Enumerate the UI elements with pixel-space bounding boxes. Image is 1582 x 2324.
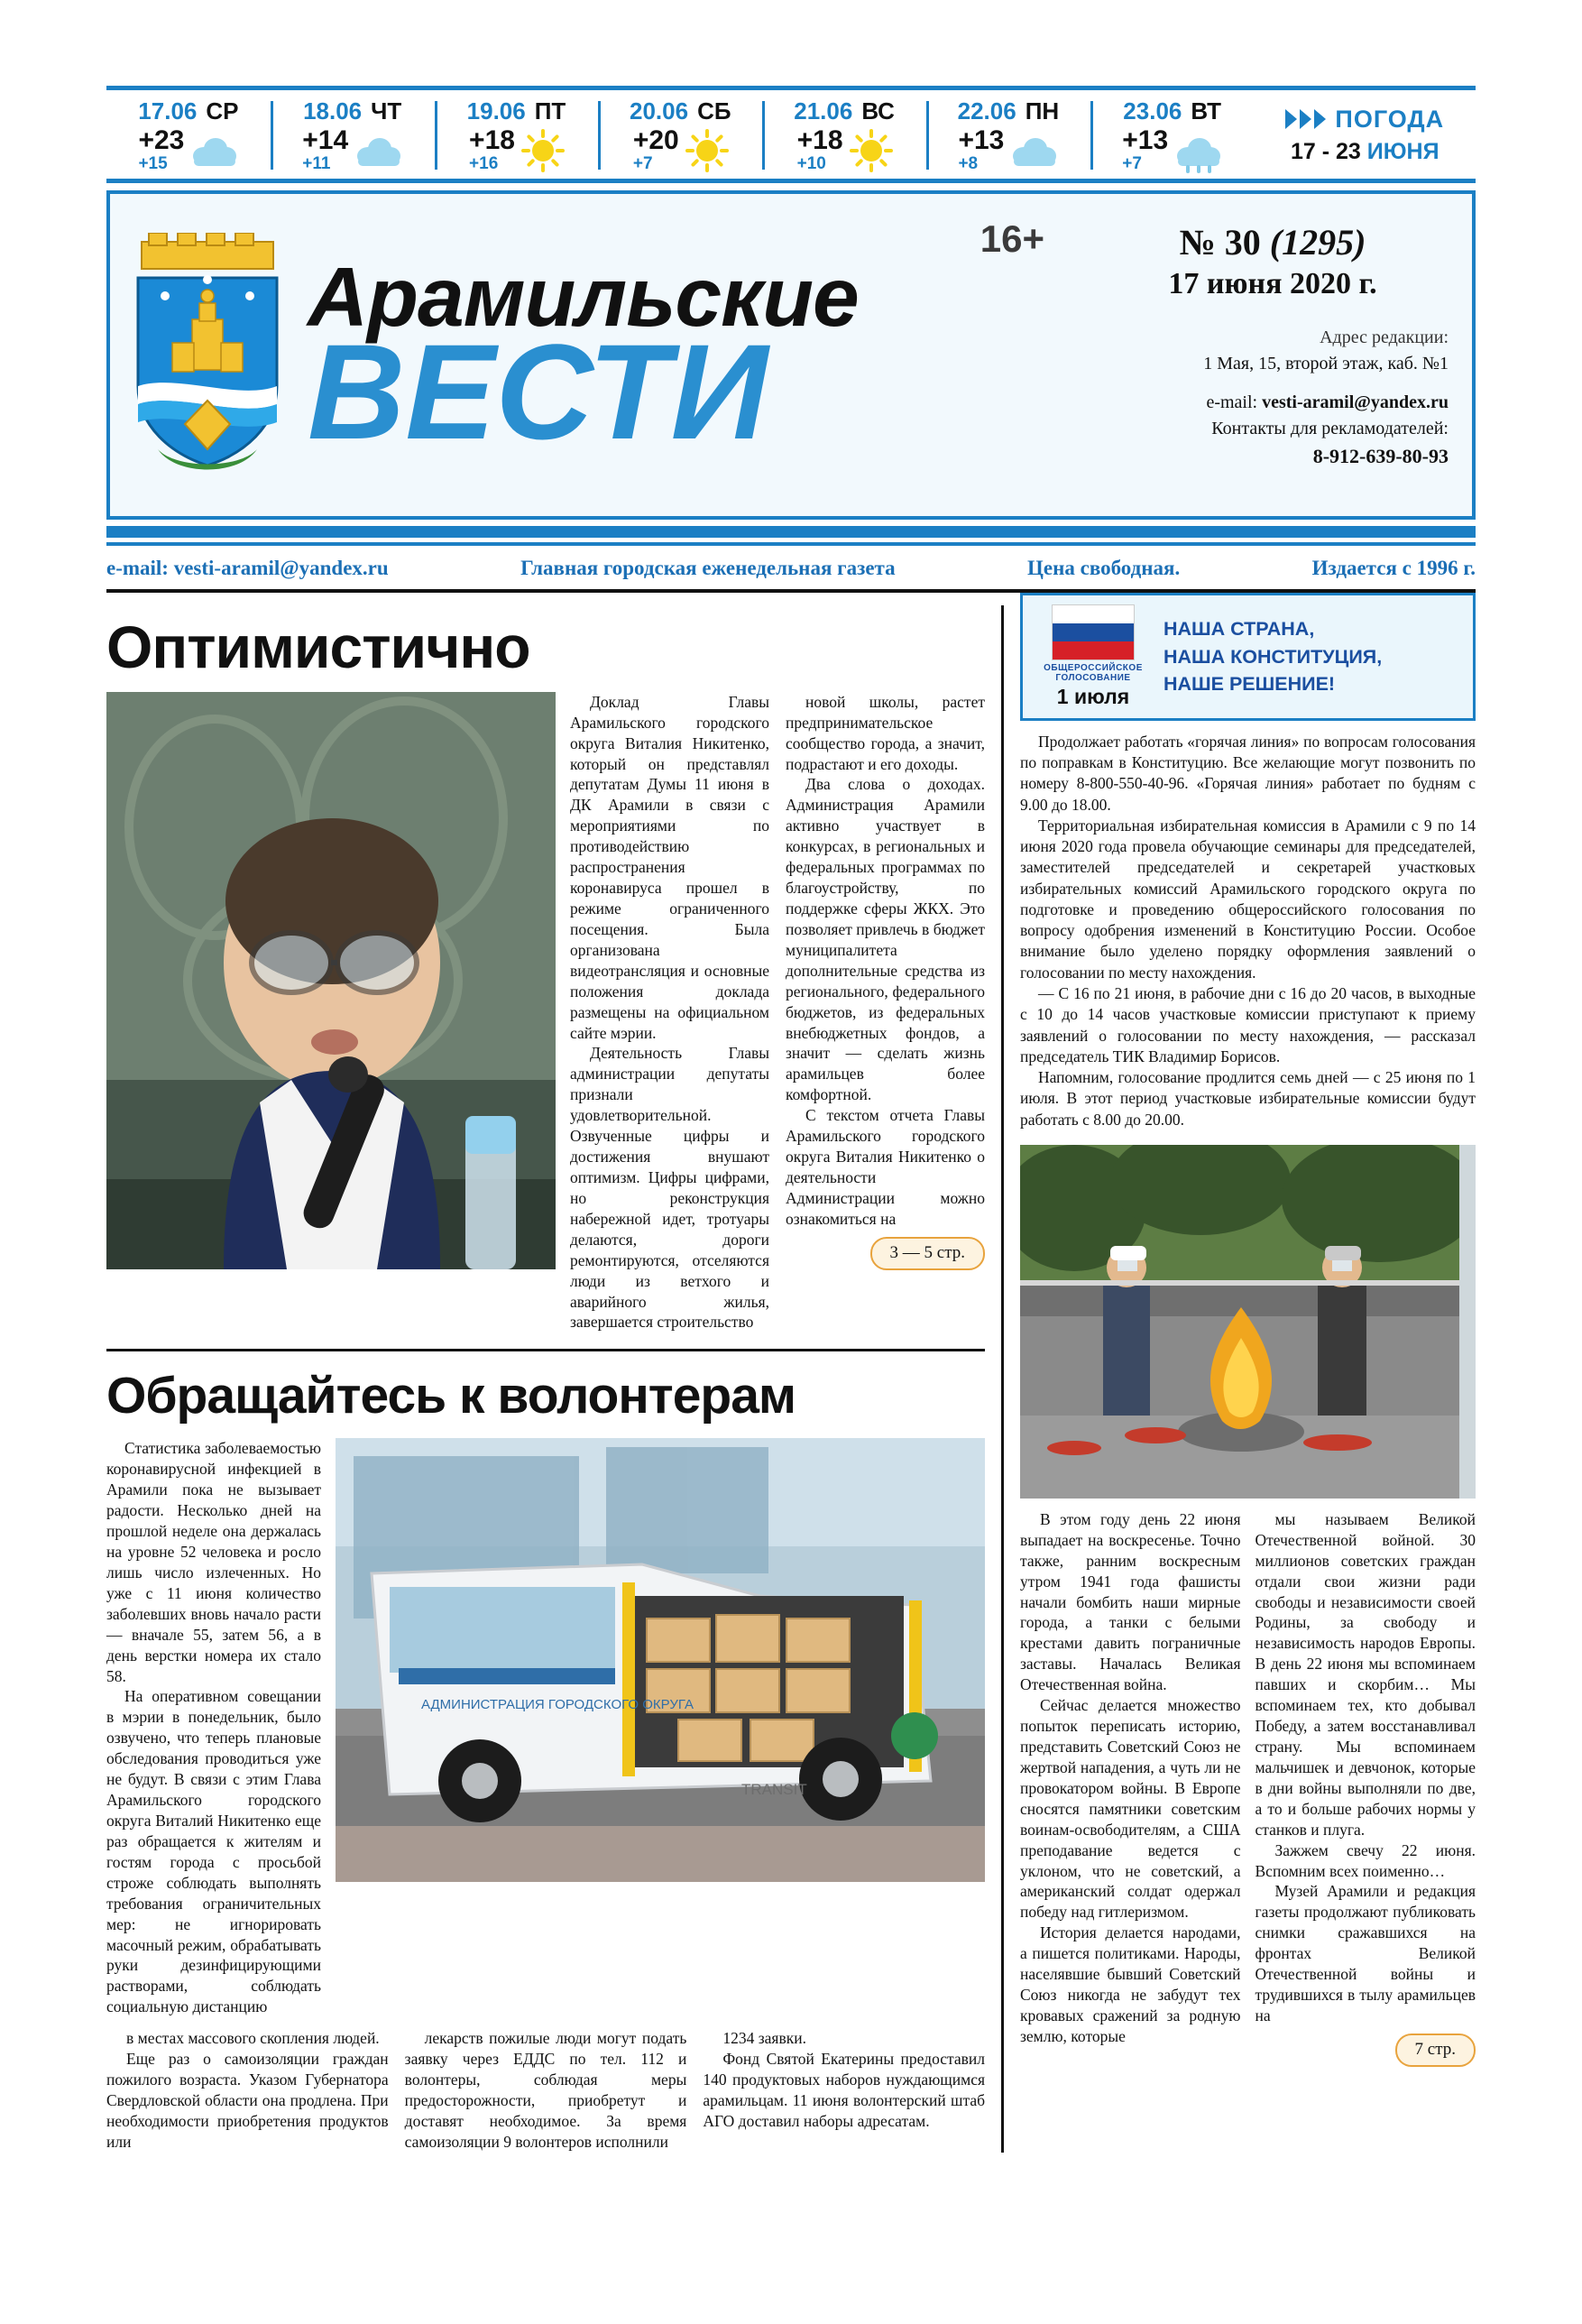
weather-max: +23 xyxy=(138,125,185,155)
weather-max: +13 xyxy=(958,125,1005,155)
paragraph: мы называем Великой Отечественной войной. 30 миллионов советских граждан отдали свои жизни ради свободы и независимости своей Родины, за свободу и независимость народов Европы. В день 22 июня мы вспоминаем павших и скорбим… Мы вспоминаем тех, кто добывал Победу, а затем восстанавливал страну. Мы вспоминаем мальчишек и девчонок, которые в дни войны выполняли по две, а то и больше рабочих нормы у станков и плуга. xyxy=(1255,1509,1476,1839)
title-line-2: ВЕСТИ xyxy=(308,315,768,467)
vote-logo-caption: ОБЩЕРОССИЙСКОЕ ГОЛОСОВАНИЕ xyxy=(1044,662,1143,683)
address-label: Адрес редакции: xyxy=(1320,327,1449,347)
email-label: e-mail: xyxy=(1206,392,1258,412)
page-reference-badge[interactable]: 3 — 5 стр. xyxy=(870,1237,985,1270)
vote-logo xyxy=(1034,604,1153,709)
weather-range-number: 17 - 23 xyxy=(1291,138,1361,164)
paragraph: Музей Арамили и редакция газеты продолжают публиковать снимки сражавшихся на фронтах Великой Отечественной войны и трудившихся в тылу арамильцев на xyxy=(1255,1882,1476,2024)
weather-max: +13 xyxy=(1122,125,1169,155)
age-rating-badge: 16+ xyxy=(980,217,1044,260)
sun-icon xyxy=(686,130,728,171)
tagline-bar xyxy=(106,557,1476,580)
slogan-line-2: НАША КОНСТИТУЦИЯ, xyxy=(1164,645,1383,668)
address-value: 1 Мая, 15, второй этаж, каб. №1 xyxy=(1203,353,1449,374)
paragraph: В этом году день 22 июня выпадает на воскресенье. Точно также, ранним воскресным утром 1941 года фашисты начали бомбить наши мирные города, а танки с белыми крестами давить пограничные заставы. Началась Великая Отечественная война. xyxy=(1020,1509,1241,1694)
weather-max: +18 xyxy=(796,125,843,155)
weather-day xyxy=(762,96,926,175)
weather-day xyxy=(435,96,599,175)
cloud-icon xyxy=(1011,133,1058,169)
weather-days xyxy=(106,96,1476,175)
paragraph: в местах массового скопления людей. xyxy=(126,2029,380,2048)
paragraph: Напомним, голосование продлится семь дней — с 25 июня по 1 июля. В этот период участковые избирательные комиссии будут работать с 8.00 до 20.00. xyxy=(1020,1068,1476,1129)
cloud-icon xyxy=(191,133,238,169)
weather-date: 19.06 xyxy=(466,97,526,124)
weather-max: +18 xyxy=(469,125,515,155)
lead-col-2 xyxy=(786,692,985,1333)
weather-weekday: ПН xyxy=(1025,97,1060,124)
issue-number-paren: (1295) xyxy=(1269,221,1366,263)
weather-min: +11 xyxy=(302,154,331,173)
weather-bar xyxy=(106,86,1476,183)
weather-date: 18.06 xyxy=(303,97,363,124)
weather-weekday: ЧТ xyxy=(371,97,402,124)
ads-label: Контакты для рекламодателей: xyxy=(1211,418,1449,438)
issue-date: 17 июня 2020 г. xyxy=(1168,266,1377,300)
cloud-icon xyxy=(355,133,402,169)
weather-day xyxy=(598,96,762,175)
memorial-col-1 xyxy=(1020,1509,1241,2067)
constitution-vote-promo[interactable] xyxy=(1020,593,1476,721)
lead-article xyxy=(106,692,985,1333)
svg-text:АДМИНИСТРАЦИЯ ГОРОДСКОГО ОКРУГ: АДМИНИСТРАЦИЯ ГОРОДСКОГО ОКРУГА xyxy=(421,1697,694,1713)
volunteer-article-bottom xyxy=(106,2028,985,2153)
secondary-headline: Обращайтесь к волонтерам xyxy=(106,1367,796,1425)
page-reference-badge[interactable]: 7 стр. xyxy=(1395,2034,1476,2067)
russian-flag-icon xyxy=(1052,604,1135,660)
weather-day xyxy=(106,96,271,175)
paragraph: Два слова о доходах. Администрация Арамили активно участвует в конкурсах, в региональных и федеральных программах по благоустройству, по поддержке сферы ЖКХ. Это позволяет привлечь в бюджет муниципалитета дополнительные средства из регионального, федерального бюджетов, из федеральных внебюджетных фондов, а значит — сделать жизнь арамильцев более комфортной. xyxy=(786,775,985,1104)
paragraph: Продолжает работать «горячая линия» по вопросам голосования по поправкам в Конституцию. Все желающие могут позвонить по номеру 8-800-550-40-96. «Горячая линия» работает по будням с 9.00 до 18.00. xyxy=(1020,732,1476,814)
masthead xyxy=(106,190,1476,520)
lead-article-text xyxy=(570,692,985,1333)
weather-min: +16 xyxy=(469,154,499,173)
weather-max: +14 xyxy=(302,125,349,155)
paragraph: На оперативном совещании в мэрии в понедельник, было озвучено, что теперь плановые обследования проводиться уже не будут. В связи с этим Глава Арамильского городского округа Виталий Никитенко еще раз обращается к жителям и гостям города с просьбой строже соблюдать выполнять требования ограничительных мер: не игнорировать масочный режим, обрабатывать руки дезинфицирующими растворами, соблюдать социальную дистанцию xyxy=(106,1687,321,2016)
title-line-1: Арамильские xyxy=(308,249,859,344)
paragraph: Фонд Святой Екатерины предоставил 140 продуктовых наборов нуждающимся арамильцам. 11 июня волонтерский штаб АГО доставил наборы адресатам. xyxy=(703,2050,986,2130)
issue-number: № 30 xyxy=(1179,221,1261,263)
paragraph: новой школы, растет предпринимательское сообщество города, а значит, подрастают и его доходы. xyxy=(786,692,985,773)
weather-weekday: ПТ xyxy=(534,97,566,124)
weather-day xyxy=(1090,96,1255,175)
weather-date: 17.06 xyxy=(138,97,198,124)
paragraph: — С 16 по 21 июня, в рабочие дни с 16 до 20 часов, в выходные с 10 до 14 часов участковые комиссии приступают к приему заявлений о голосовании по месту нахождения, — рассказал председатель ТИК Владимир Борисов. xyxy=(1020,983,1476,1065)
tagline-since: Издается с 1996 г. xyxy=(1311,556,1476,579)
section-divider xyxy=(106,1349,985,1351)
weather-date: 23.06 xyxy=(1123,97,1182,124)
volunteer-col-3 xyxy=(405,2028,687,2153)
page-content xyxy=(106,593,1476,2153)
sun-icon xyxy=(851,130,892,171)
vote-date: 1 июля xyxy=(1056,684,1130,708)
weather-min: +7 xyxy=(632,154,653,173)
paragraph: Еще раз о самоизоляции граждан пожилого возраста. Указом Губернатора Свердловской области она продлена. При необходимости приобретения продуктов или xyxy=(106,2050,389,2151)
ads-phone: 8-912-639-80-93 xyxy=(1312,444,1449,467)
weather-weekday: СР xyxy=(206,97,239,124)
issue-number-line xyxy=(1097,221,1449,263)
cloud-rain-icon xyxy=(1175,133,1222,169)
slogan-line-3: НАШЕ РЕШЕНИЕ! xyxy=(1164,673,1336,696)
paragraph: Деятельность Главы администрации депутаты признали удовлетворительной. Озвученные цифры и достижения внушают оптимизм. Цифры цифрами, но реконструкция набережной идет, тротуары делаются, дороги ремонтируются, отселяются люди из ветхого и аварийного жилья, завершается строительство xyxy=(570,1044,769,1332)
weather-weekday: ВТ xyxy=(1191,97,1222,124)
volunteer-col-4 xyxy=(703,2028,985,2153)
weather-max: +20 xyxy=(632,125,679,155)
lead-col-1 xyxy=(570,692,769,1333)
rule-thick xyxy=(106,526,1476,538)
volunteer-article-top xyxy=(106,1438,985,2017)
weather-min: +10 xyxy=(796,154,826,173)
page-title: Оптимистично xyxy=(106,613,530,680)
weather-day xyxy=(271,96,435,175)
paragraph: С текстом отчета Главы Арамильского городского округа Виталия Никитенко о деятельности Администрации можно ознакомиться на xyxy=(786,1106,985,1228)
svg-text:TRANSIT: TRANSIT xyxy=(741,1781,807,1799)
issue-info xyxy=(1084,194,1472,516)
weather-range-month: ИЮНЯ xyxy=(1366,138,1439,164)
paragraph: Территориальная избирательная комиссия в Арамили с 9 по 14 июня 2020 года провела обучающие семинары для председателей, заместителей председателей и секретарей участковых избирательных комиссий Арамильского городского округа по подготовке и проведению общероссийского голосования по вопросу одобрения изменений в Конституцию России. Особое внимание было уделено порядку оформления заявлений о голосовании по месту нахождения. xyxy=(1020,816,1476,982)
volunteer-col-1 xyxy=(106,1438,321,2017)
left-column xyxy=(106,593,1001,2153)
memorial-photo xyxy=(1020,1145,1476,1499)
coat-of-arms-icon xyxy=(110,194,304,516)
tagline-email[interactable]: e-mail: vesti-aramil@yandex.ru xyxy=(106,556,389,579)
weather-day xyxy=(926,96,1090,175)
paragraph: История делается народами, а пишется политиками. Народы, населявшие бывший Советский Союз никогда не забудут тех кровавых сражений за родную землю, которые xyxy=(1020,1923,1241,2045)
weather-min: +15 xyxy=(138,154,168,173)
editorial-address xyxy=(1097,325,1449,471)
masthead-title xyxy=(304,194,1084,516)
memorial-article xyxy=(1020,1509,1476,2067)
chevrons-icon xyxy=(1285,109,1326,129)
paragraph: 1234 заявки. xyxy=(722,2029,806,2048)
memorial-col-2 xyxy=(1255,1509,1476,2067)
tagline-price: Цена свободная. xyxy=(1027,556,1181,579)
tagline-descriptor: Главная городская еженедельная газета xyxy=(520,556,896,579)
sun-icon xyxy=(522,130,564,171)
paragraph: Доклад Главы Арамильского городского округа Виталия Никитенко, который он представлял депутатам Думы 11 июня в ДК Арамили в связи с мероприятиями по противодействию распространения коронавируса прошел в режиме ограниченного посещения. Была организована видеотрансляция и основные положения доклада размещены на официальном сайте мэрии. xyxy=(570,692,769,1042)
newspaper-page xyxy=(0,86,1582,2324)
weather-weekday: СБ xyxy=(697,97,731,124)
weather-label-block xyxy=(1255,96,1476,175)
lead-article-photo xyxy=(106,692,556,1269)
paragraph: лекарств пожилые люди могут подать заявку через ЕДДС по тел. 112 и волонтеры, соблюдая меры предосторожности, приобретут и доставят необходимое. За время самоизоляции 9 волонтеров исполнили xyxy=(404,2029,687,2151)
weather-title: ПОГОДА xyxy=(1335,105,1445,133)
rule-thin xyxy=(106,542,1476,546)
weather-min: +8 xyxy=(958,154,979,173)
right-column xyxy=(1004,593,1476,2153)
slogan-line-1: НАША СТРАНА, xyxy=(1164,618,1315,641)
volunteer-col-2 xyxy=(106,2028,389,2153)
weather-min: +7 xyxy=(1122,154,1142,173)
weather-date: 21.06 xyxy=(794,97,853,124)
volunteer-article-photo xyxy=(336,1438,985,1882)
masthead-rules xyxy=(106,526,1476,546)
hotline-article xyxy=(1020,732,1476,1130)
paragraph: Зажжем свечу 22 июня. Вспомним всех поименно… xyxy=(1255,1840,1476,1880)
vote-slogan xyxy=(1164,615,1462,698)
weather-weekday: ВС xyxy=(861,97,895,124)
weather-date: 20.06 xyxy=(630,97,689,124)
paragraph: Сейчас делается множество попыток переписать историю, представить Советский Союз не жертвой нападения, а чуть ли не провокатором войны. В Европе сносятся памятники советским воинам-освободителям, а США преподавание ведется с уклоном, что не советский, а американский солдат одержал победу над гитлеризмом. xyxy=(1020,1696,1241,1922)
weather-date: 22.06 xyxy=(957,97,1016,124)
email-value[interactable]: vesti-aramil@yandex.ru xyxy=(1262,392,1449,412)
paragraph: Статистика заболеваемостью коронавирусной инфекцией в Арамили пока не вызывает радости. Несколько дней на прошлой неделе она держалась на уровне 52 человека и росло лишь число излеченных. Но уже с 11 июня количество заболевших вновь начало расти — вначале 55, затем 56, а в день верстки номера их стало 58. xyxy=(106,1439,321,1685)
